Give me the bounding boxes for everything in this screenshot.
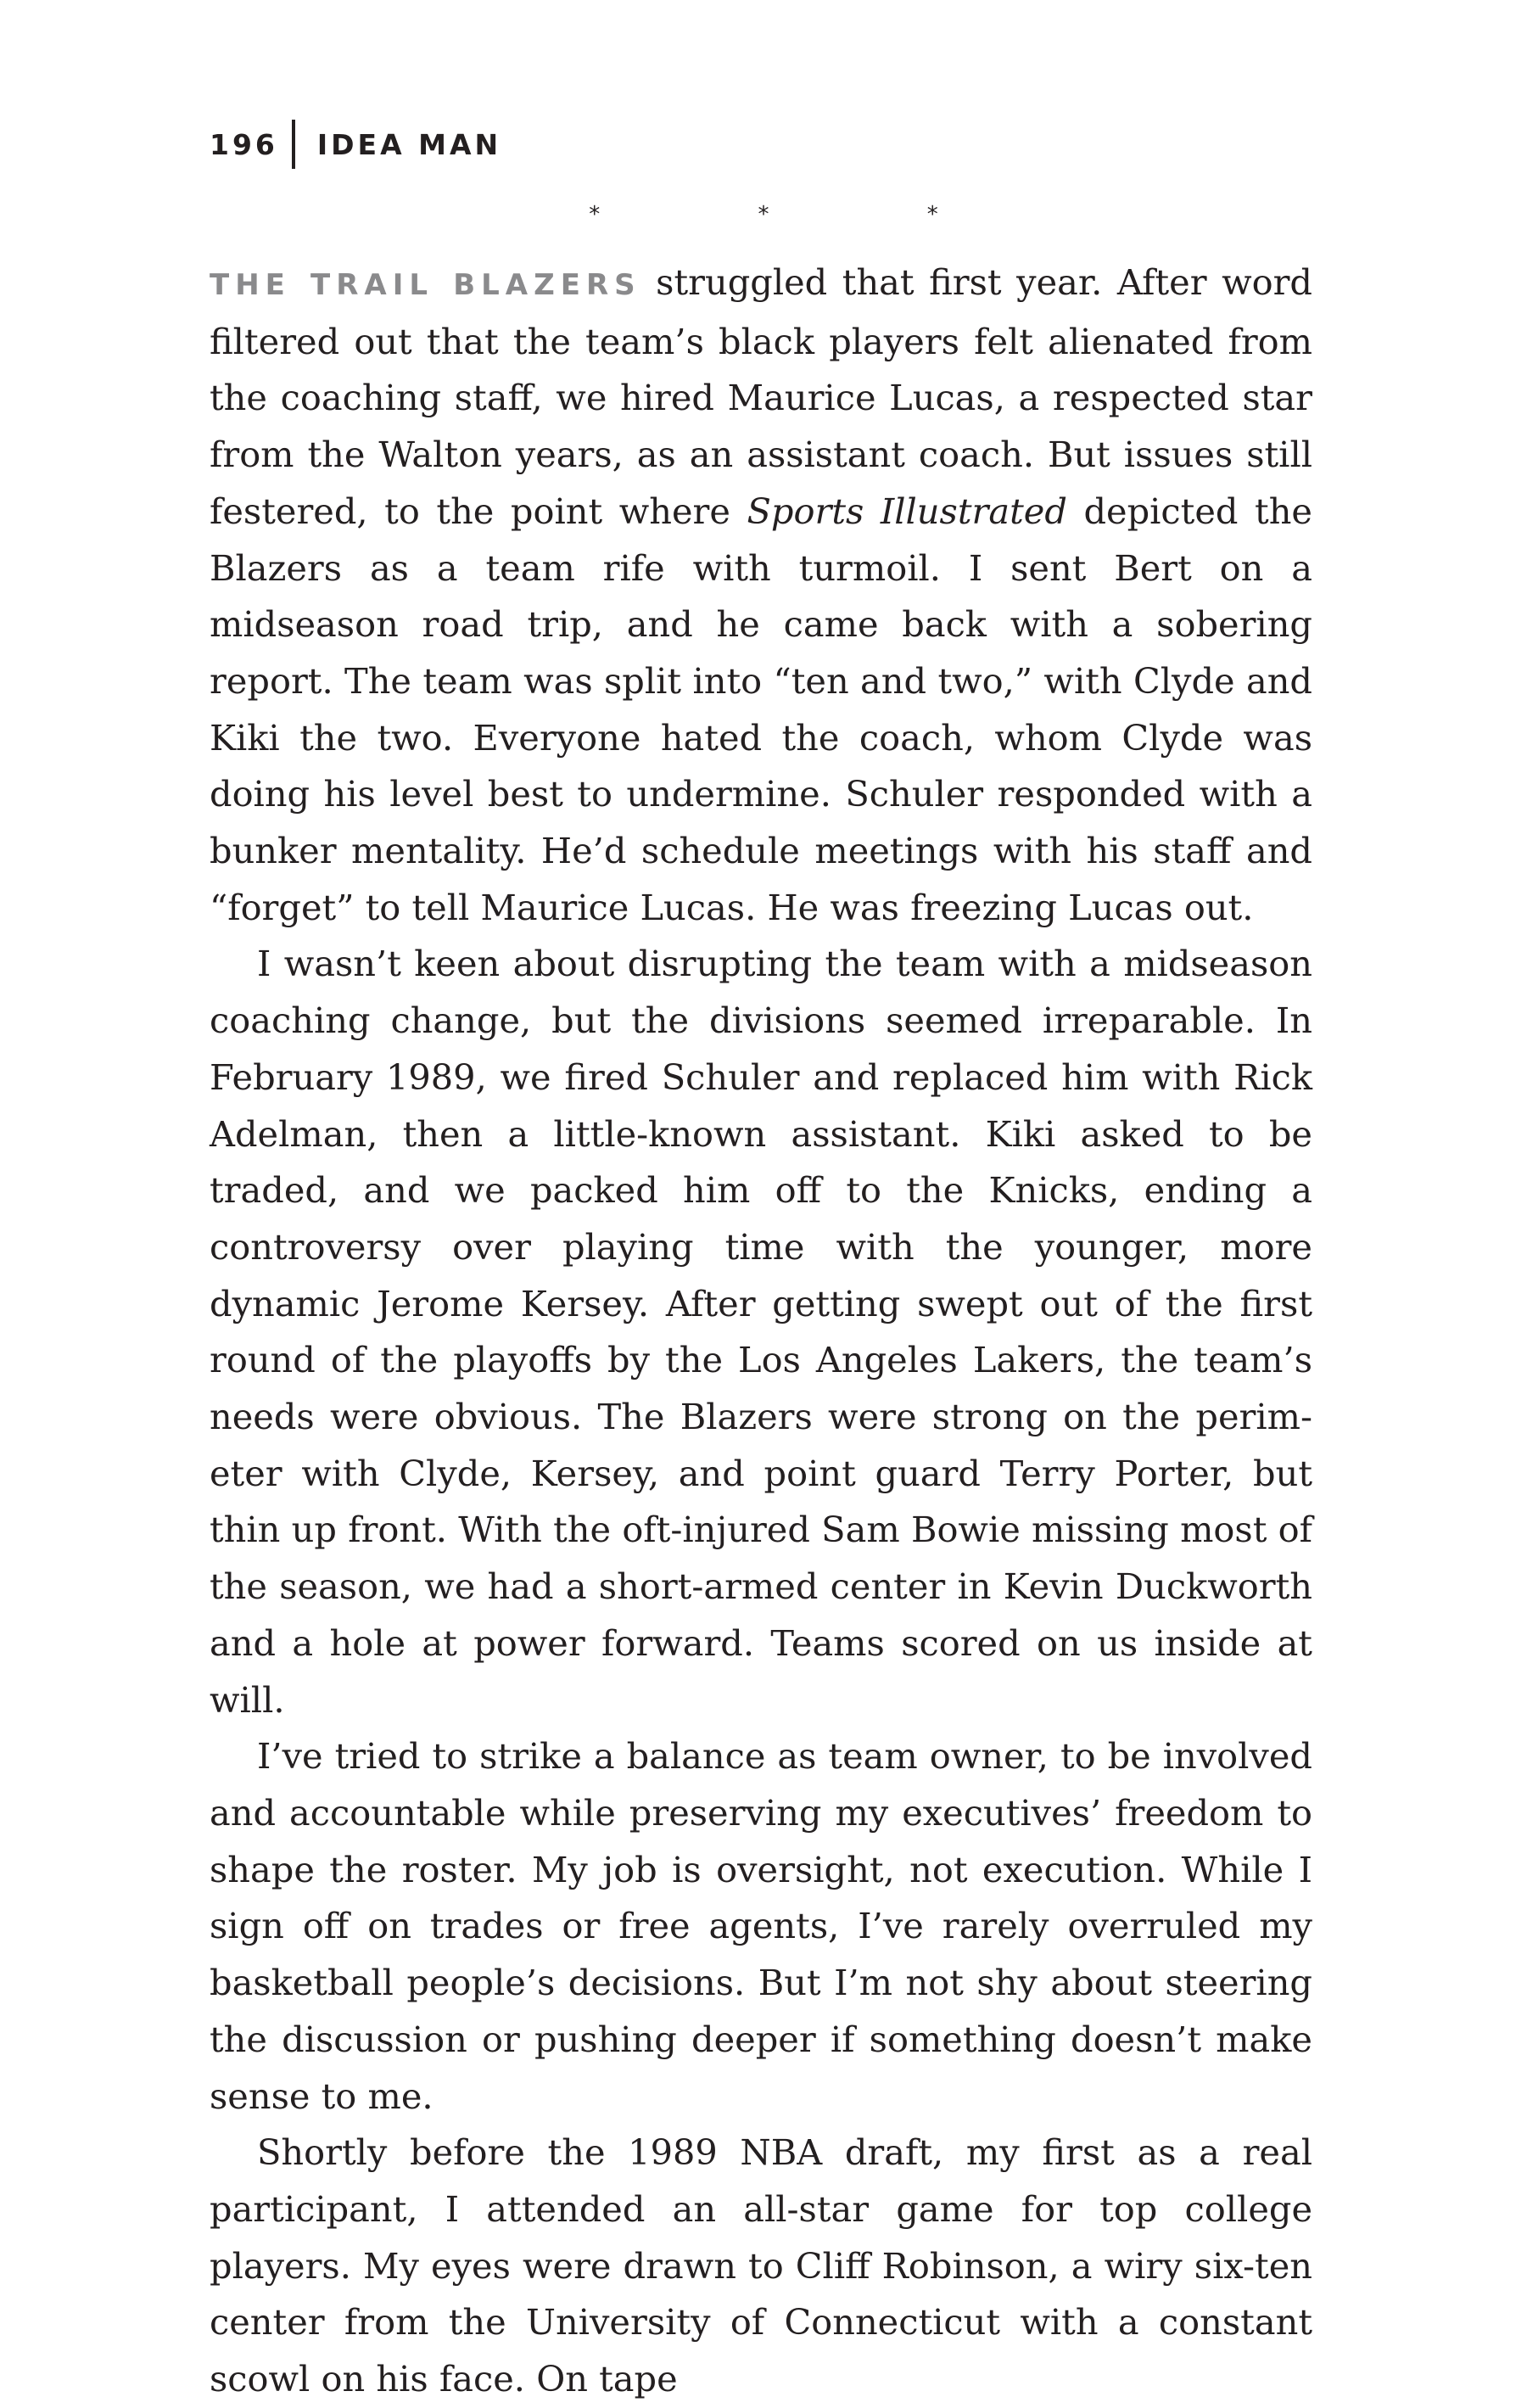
body-text [210, 255, 1312, 2408]
paragraph: I wasn’t keen about disrupting the team with a midseason coaching change, but the divisions seemed irreparable. In February 1989, we fired Schuler and replaced him with Rick Adelman, then a little-known assistant. Kiki asked to be traded, and we packed him off to the Knicks, ending a controversy over playing time with the younger, more dynamic Jerome Kersey. After getting swept out of the first round of the playoffs by the Los Angeles Lakers, the team’s needs were obvious. The Blazers were strong on the perimeter with Clyde, Kersey, and point guard Terry Porter, but thin up front. With the oft-injured Sam Bowie missing most of the season, we had a short-armed center in Kevin Duckworth and a hole at power forward. Teams scored on us inside at will. [210, 943, 1312, 1721]
book-title: IDEA MAN [316, 127, 502, 161]
asterism-star: * [926, 202, 938, 227]
paragraph-text: struggled that first year. After word filtered out that the team’s black players felt alienated from the coaching staff, we hired Maurice Lucas, a respected star from the Walton years, as an assistant coach. But issues still festered, to the point where [210, 261, 1312, 532]
section-lead-in: THE TRAIL BLAZERS [210, 268, 641, 302]
asterism-star: * [589, 202, 601, 227]
paragraph [210, 255, 1312, 936]
paragraph: I’ve tried to strike a balance as team owner, to be involved and accountable while preserving my executives’ freedom to shape the roster. My job is oversight, not execution. While I sign off on trades or free agents, I’ve rarely overruled my basketball people’s decisions. But I’m not shy about steering the discussion or pushing deeper if something doesn’t make sense to me. [210, 1735, 1312, 2117]
paragraph: Shortly before the 1989 NBA draft, my first as a real participant, I attended an all-star game for top college players. My eyes were drawn to Cliff Robinson, a wiry six-ten center from the University of Connecticut with a constant scowl on his face. On tape [210, 2131, 1312, 2400]
section-break-ornament [0, 202, 1527, 227]
paragraph-text: depicted the Blazers as a team rife with turmoil. I sent Bert on a midseason road trip, and he came back with a sobering report. The team was split into “ten and two,” with Clyde and Kiki the two. Everyone hated the coach, whom Clyde was doing his level best to undermine. Schuler responded with a bunker mentality. He’d schedule meetings with his staff and “forget” to tell Maurice Lucas. He was freezing Lucas out. [210, 490, 1312, 928]
header-divider [292, 120, 295, 169]
asterism-star: * [758, 202, 769, 227]
publication-title: Sports Illustrated [747, 490, 1067, 532]
running-head [210, 119, 501, 170]
page-number: 196 [210, 127, 278, 161]
